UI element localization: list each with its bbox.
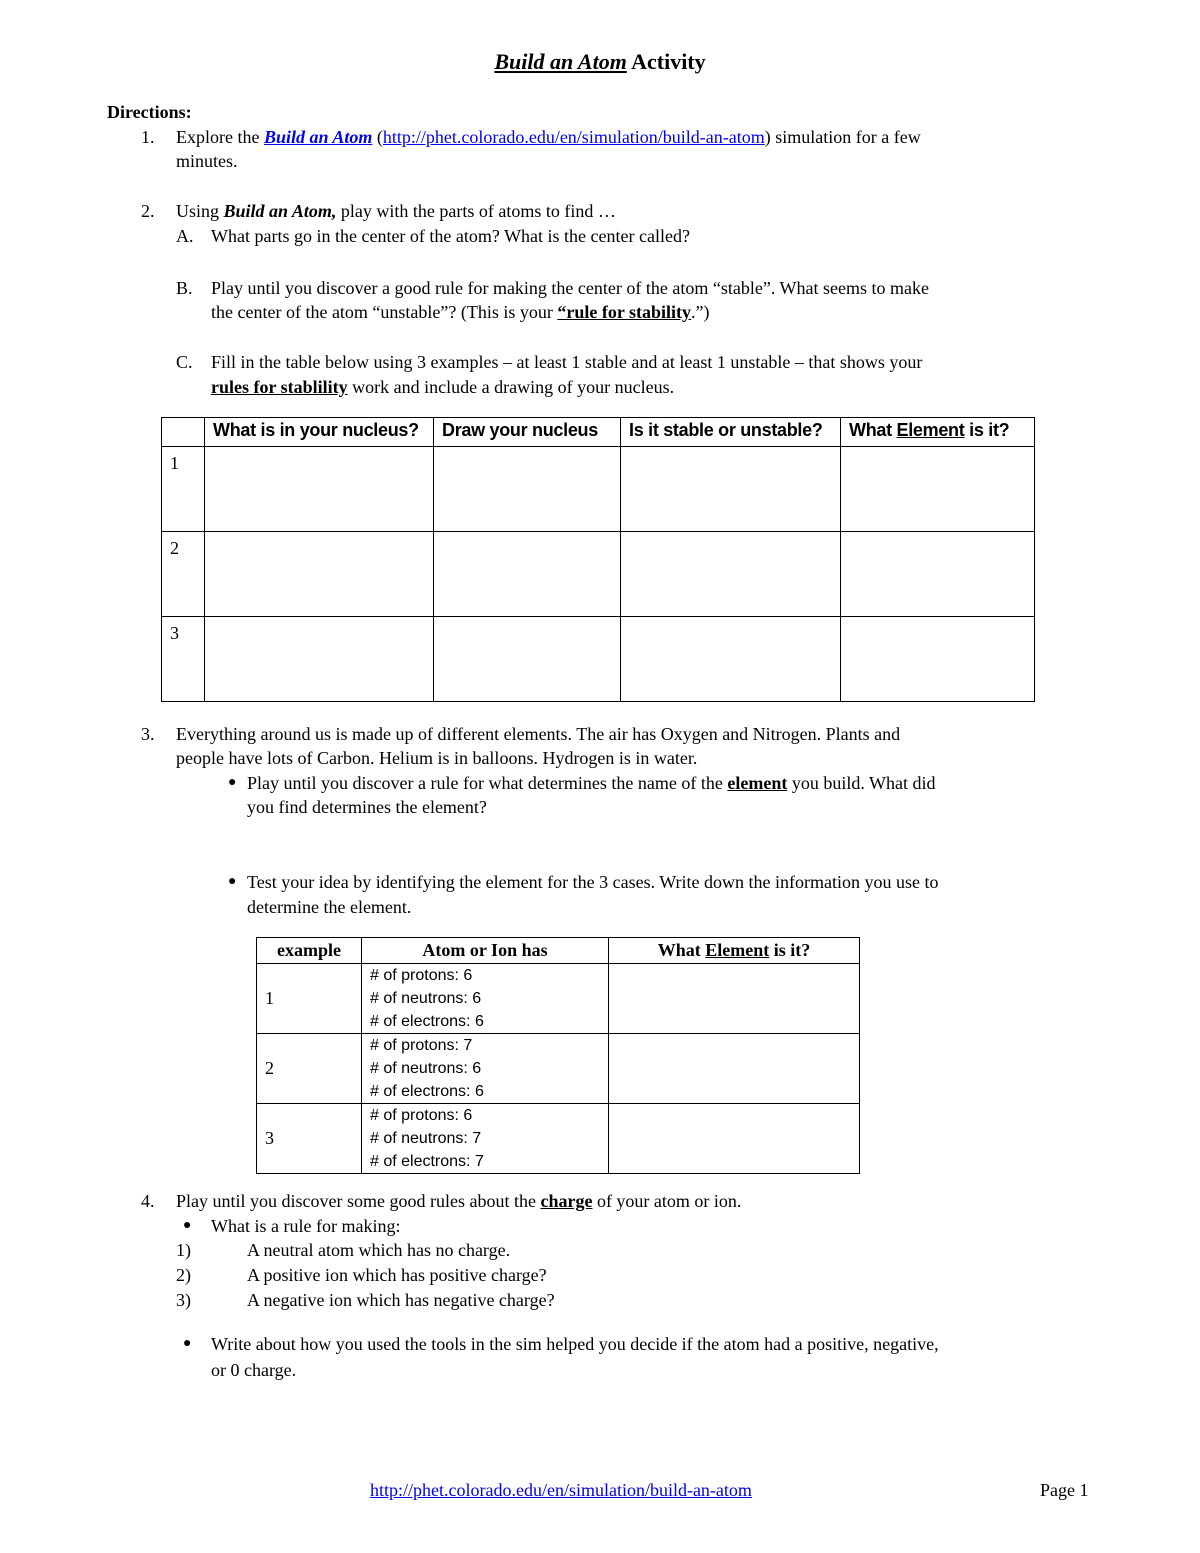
item-2a-label: A.: [176, 226, 194, 246]
row-number: 3: [162, 617, 205, 702]
answer-cell[interactable]: [205, 532, 434, 617]
footer-url[interactable]: [370, 1478, 752, 1502]
item-4-bullet-2-line-2: or 0 charge.: [211, 1360, 297, 1380]
bullet-icon: ●: [183, 1336, 192, 1351]
sub-item-text: A negative ion which has negative charge?: [247, 1290, 555, 1310]
example-number: 2: [257, 1034, 362, 1104]
item-4-bullet-2-line-1: Write about how you used the tools in the sim helped you decide if the atom had a positive, negative,: [211, 1334, 939, 1354]
electrons-count: # of electrons: 6: [370, 1083, 484, 1100]
item-1-post: ) simulation for a few: [764, 127, 921, 147]
header-example: example: [257, 938, 362, 964]
item-2-sim-name: Build an Atom,: [223, 201, 337, 221]
item-2b-line-2: [211, 300, 710, 324]
item-3-bullet-1-line-1: [247, 771, 936, 795]
rules-for-stability: rules for stablility: [211, 377, 348, 397]
item-2c-line-2: [211, 375, 674, 399]
answer-cell[interactable]: [205, 617, 434, 702]
electrons-count: # of electrons: 6: [370, 1013, 484, 1030]
nucleus-table-header: [162, 418, 1035, 447]
table-row: [257, 1104, 860, 1174]
answer-cell[interactable]: [205, 447, 434, 532]
item-4-post: of your atom or ion.: [592, 1191, 742, 1211]
answer-cell[interactable]: [841, 617, 1035, 702]
charge-word: charge: [540, 1191, 593, 1211]
footer-url-link[interactable]: http://phet.colorado.edu/en/simulation/build-an-atom: [370, 1480, 752, 1500]
item-4-pre: Play until you discover some good rules about the: [176, 1191, 541, 1211]
atom-info: [362, 1034, 609, 1104]
item-3-b1-post: you build. What did: [787, 773, 936, 793]
element-word: element: [727, 773, 788, 793]
rule-for-stability: “rule for stability: [557, 302, 692, 322]
item-3-line-1: Everything around us is made up of different elements. The air has Oxygen and Nitrogen. Plants and: [176, 724, 901, 744]
item-4-line-1: [176, 1189, 741, 1213]
item-3-number: 3.: [141, 724, 155, 744]
protons-count: # of protons: 6: [370, 967, 473, 984]
bullet-icon: ●: [228, 874, 237, 889]
item-2a-text: What parts go in the center of the atom? What is the center called?: [211, 226, 690, 246]
header-element-word: Element: [896, 420, 965, 440]
item-2c-label: C.: [176, 352, 193, 372]
item-1-paren: (: [372, 127, 383, 147]
header-nucleus-contents: What is in your nucleus?: [205, 418, 434, 447]
item-2b-label: B.: [176, 278, 193, 298]
item-3-bullet-2-line-1: Test your idea by identifying the element for the 3 cases. Write down the information you use to: [247, 872, 939, 892]
table-row: [162, 532, 1035, 617]
answer-cell[interactable]: [609, 1104, 860, 1174]
item-2-post: play with the parts of atoms to find …: [336, 201, 616, 221]
header-stable: Is it stable or unstable?: [621, 418, 841, 447]
example-number: 1: [257, 964, 362, 1034]
item-2-pre: Using: [176, 201, 224, 221]
sim-url-link[interactable]: http://phet.colorado.edu/en/simulation/build-an-atom: [382, 127, 765, 147]
answer-cell[interactable]: [621, 447, 841, 532]
drawing-cell[interactable]: [434, 532, 621, 617]
item-2-number: 2.: [141, 201, 155, 221]
item-1-line-1: [176, 125, 921, 149]
table-row: [162, 617, 1035, 702]
answer-cell[interactable]: [621, 532, 841, 617]
row-number: 2: [162, 532, 205, 617]
answer-cell[interactable]: [609, 1034, 860, 1104]
item-2c-line-1: Fill in the table below using 3 examples – at least 1 stable and at least 1 unstable – that shows your: [211, 352, 923, 372]
sub-item-number: 1): [176, 1240, 191, 1260]
item-1-pre: Explore the: [176, 127, 264, 147]
header-element-pre: What: [849, 420, 897, 440]
electrons-count: # of electrons: 7: [370, 1153, 484, 1170]
directions-label: Directions:: [107, 102, 192, 122]
item-3-bullet-1-line-2: you find determines the element?: [247, 797, 487, 817]
neutrons-count: # of neutrons: 7: [370, 1130, 482, 1147]
drawing-cell[interactable]: [434, 447, 621, 532]
protons-count: # of protons: 6: [370, 1107, 473, 1124]
header-element-post: is it?: [964, 420, 1010, 440]
item-4-number: 4.: [141, 1191, 155, 1211]
sub-item-number: 2): [176, 1265, 191, 1285]
table-row: [162, 447, 1035, 532]
drawing-cell[interactable]: [434, 617, 621, 702]
header-draw-nucleus: Draw your nucleus: [434, 418, 621, 447]
atom-info: [362, 964, 609, 1034]
title-suffix: Activity: [626, 49, 706, 74]
item-2b-post: .”): [691, 302, 710, 322]
item-2-line-1: [176, 199, 616, 223]
nucleus-table: [161, 417, 1035, 702]
sub-item-text: A neutral atom which has no charge.: [247, 1240, 511, 1260]
item-3-bullet-2-line-2: determine the element.: [247, 897, 412, 917]
title-sim-name: Build an Atom: [494, 49, 627, 74]
item-2b-line-1: Play until you discover a good rule for making the center of the atom “stable”. What seems to make: [211, 278, 929, 298]
page-title: [0, 50, 1200, 74]
atom-info: [362, 1104, 609, 1174]
item-3-line-2: people have lots of Carbon. Helium is in balloons. Hydrogen is in water.: [176, 748, 698, 768]
element-table: [256, 937, 860, 1174]
item-1-number: 1.: [141, 127, 155, 147]
table-row: [257, 964, 860, 1034]
example-number: 3: [257, 1104, 362, 1174]
element-table-header: [257, 938, 860, 964]
row-number: 1: [162, 447, 205, 532]
answer-cell[interactable]: [841, 447, 1035, 532]
header-element: [841, 418, 1035, 447]
bullet-icon: ●: [183, 1218, 192, 1233]
header-atom-or-ion: Atom or Ion has: [362, 938, 609, 964]
item-2c-post: work and include a drawing of your nucleus.: [347, 377, 675, 397]
sub-item-text: A positive ion which has positive charge?: [247, 1265, 547, 1285]
page-number: Page 1: [1040, 1480, 1089, 1500]
item-4-bullet-1: What is a rule for making:: [211, 1216, 401, 1236]
item-2b-pre: the center of the atom “unstable”? (This is your: [211, 302, 558, 322]
sim-name-link[interactable]: Build an Atom: [263, 127, 373, 147]
sub-item-number: 3): [176, 1290, 191, 1310]
table-row: [257, 1034, 860, 1104]
header-what-element-word: Element: [705, 940, 770, 960]
answer-cell[interactable]: [621, 617, 841, 702]
header-what-element: [609, 938, 860, 964]
answer-cell[interactable]: [609, 964, 860, 1034]
neutrons-count: # of neutrons: 6: [370, 990, 482, 1007]
bullet-icon: ●: [228, 775, 237, 790]
protons-count: # of protons: 7: [370, 1037, 473, 1054]
item-3-b1-pre: Play until you discover a rule for what determines the name of the: [247, 773, 728, 793]
neutrons-count: # of neutrons: 6: [370, 1060, 482, 1077]
item-1-line-2: minutes.: [176, 151, 238, 171]
answer-cell[interactable]: [841, 532, 1035, 617]
header-what-pre: What: [657, 940, 706, 960]
header-blank: [162, 418, 205, 447]
header-what-post: is it?: [769, 940, 811, 960]
